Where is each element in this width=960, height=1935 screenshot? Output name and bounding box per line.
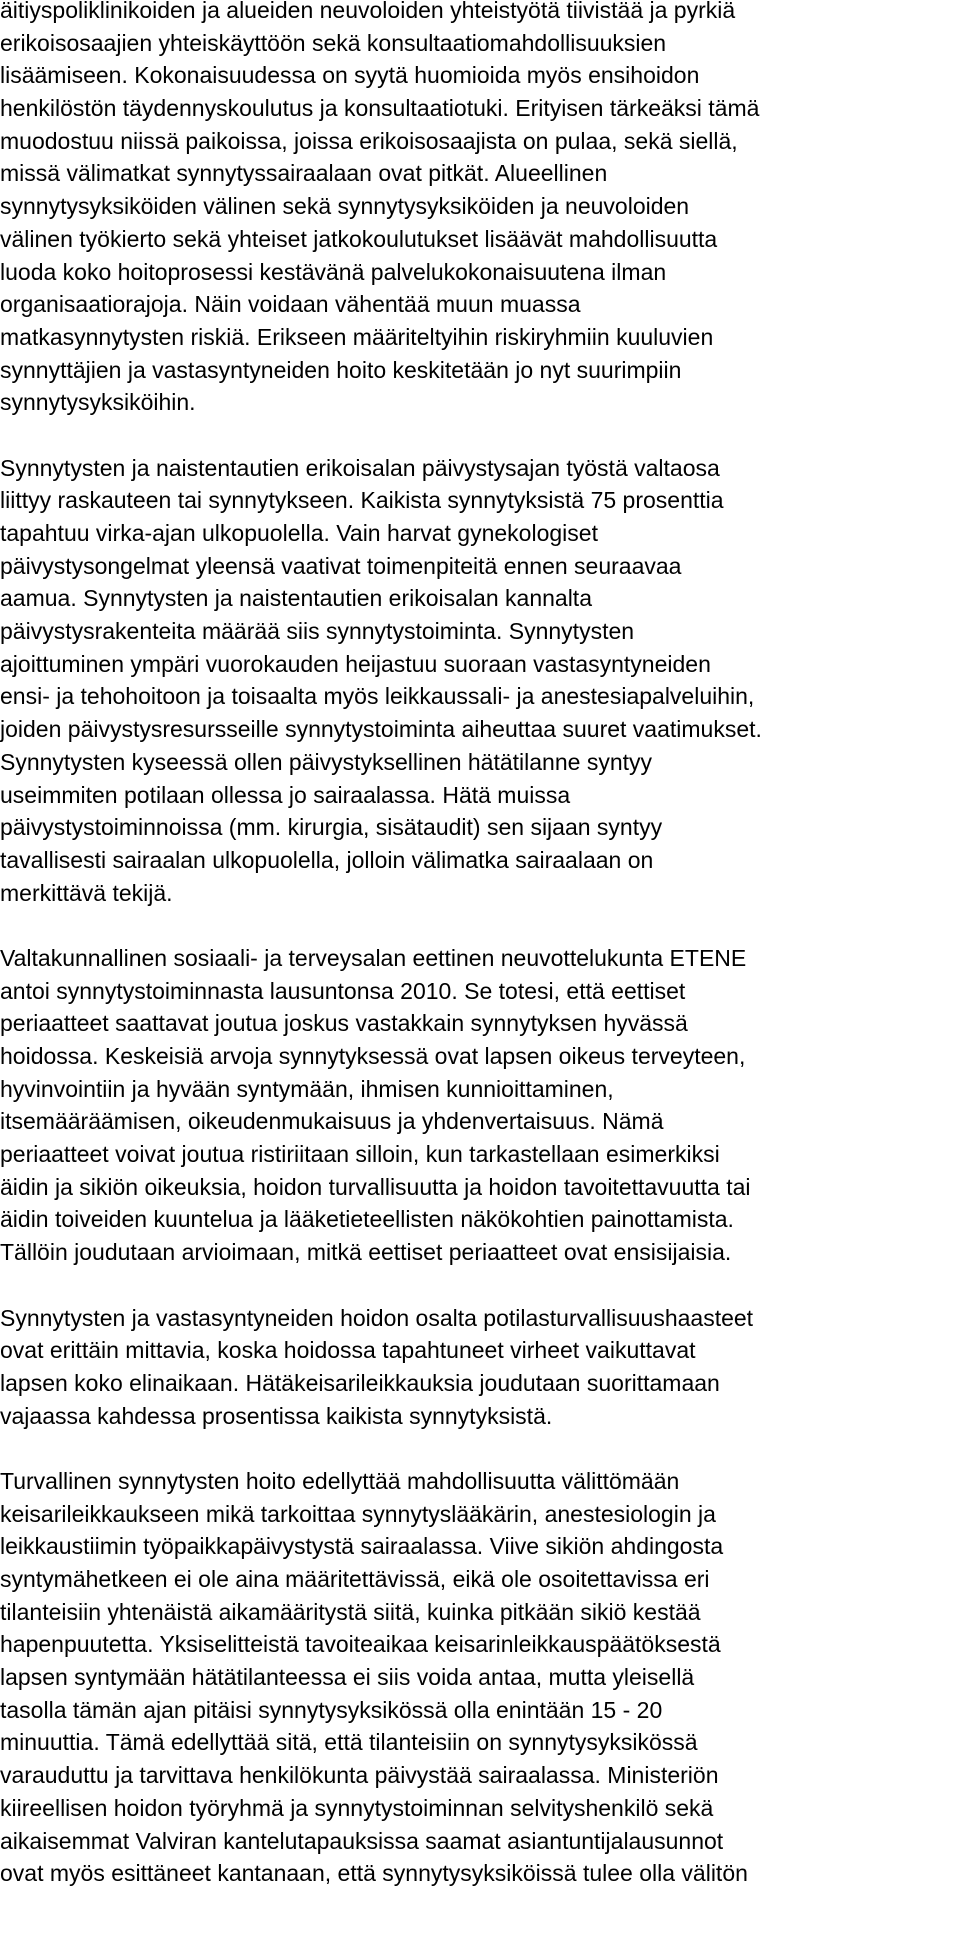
- text-line: tavallisesti sairaalan ulkopuolella, jolloin välimatka sairaalaan on: [0, 846, 654, 873]
- text-line: lapsen syntymään hätätilanteessa ei siis voida antaa, mutta yleisellä: [0, 1664, 695, 1691]
- text-line: keisarileikkaukseen mikä tarkoittaa synnytyslääkärin, anestesiologin ja: [0, 1500, 716, 1527]
- paragraph-spacer: [0, 419, 960, 452]
- text-line: äitiyspoliklinikoiden ja alueiden neuvoloiden yhteistyötä tiivistää ja pyrkiä: [0, 0, 736, 23]
- paragraph-5: [0, 1465, 960, 1890]
- text-line: ovat erittäin mittavia, koska hoidossa tapahtuneet virheet vaikuttavat: [0, 1337, 696, 1364]
- text-line: tasolla tämän ajan pitäisi synnytysyksikössä olla enintään 15 - 20: [0, 1696, 663, 1723]
- text-line: ovat myös esittäneet kantanaan, että synnytysyksiköissä tulee olla välitön: [0, 1860, 748, 1887]
- text-line: Synnytysten kyseessä ollen päivystyksellinen hätätilanne syntyy: [0, 748, 653, 775]
- text-line: leikkaustiimin työpaikkapäivystystä sairaalassa. Viive sikiön ahdingosta: [0, 1533, 724, 1560]
- text-line: hapenpuutetta. Yksiselitteistä tavoiteaikaa keisarinleikkauspäätöksestä: [0, 1631, 721, 1658]
- text-line: muodostuu niissä paikoissa, joissa erikoisosaajista on pulaa, sekä siellä,: [0, 127, 738, 154]
- text-line: lapsen koko elinaikaan. Hätäkeisarileikkauksia joudutaan suorittamaan: [0, 1369, 720, 1396]
- text-line: lisäämiseen. Kokonaisuudessa on syytä huomioida myös ensihoidon: [0, 62, 700, 89]
- text-line: äidin toiveiden kuuntelua ja lääketieteellisten näkökohtien painottamista.: [0, 1206, 734, 1233]
- text-line: Tällöin joudutaan arvioimaan, mitkä eettiset periaatteet ovat ensisijaisia.: [0, 1239, 732, 1266]
- text-line: syntymähetkeen ei ole aina määritettävissä, eikä ole osoitettavissa eri: [0, 1566, 710, 1592]
- text-line: päivystystoiminnoissa (mm. kirurgia, sisätaudit) sen sijaan syntyy: [0, 814, 663, 841]
- paragraph-3: [0, 942, 960, 1269]
- paragraph-2: [0, 452, 960, 910]
- text-line: välinen työkierto sekä yhteiset jatkokoulutukset lisäävät mahdollisuutta: [0, 225, 718, 252]
- text-line: Synnytysten ja naistentautien erikoisalan päivystysajan työstä valtaosa: [0, 454, 720, 481]
- text-line: joiden päivystysresursseille synnytystoiminta aiheuttaa suuret vaatimukset.: [0, 716, 762, 743]
- paragraph-spacer: [0, 909, 960, 942]
- text-line: ajoittuminen ympäri vuorokauden heijastuu suoraan vastasyntyneiden: [0, 650, 711, 677]
- text-line: varauduttu ja tarvittava henkilökunta päivystää sairaalassa. Ministeriön: [0, 1762, 719, 1789]
- text-line: antoi synnytystoiminnasta lausuntonsa 2010. Se totesi, että eettiset: [0, 977, 686, 1004]
- text-line: kiireellisen hoidon työryhmä ja synnytystoiminnan selvityshenkilö sekä: [0, 1794, 714, 1821]
- text-line: minuuttia. Tämä edellyttää sitä, että tilanteisiin on synnytysyksikössä: [0, 1729, 698, 1756]
- text-line: itsemääräämisen, oikeudenmukaisuus ja yhdenvertaisuus. Nämä: [0, 1108, 664, 1135]
- text-line: Synnytysten ja vastasyntyneiden hoidon osalta potilasturvallisuushaasteet: [0, 1304, 754, 1331]
- text-line: päivystysrakenteita määrää siis synnytystoiminta. Synnytysten: [0, 618, 635, 645]
- text-line: ensi- ja tehohoitoon ja toisaalta myös leikkaussali- ja anestesiapalveluihin,: [0, 683, 755, 710]
- text-line: aikaisemmat Valviran kantelutapauksissa saamat asiantuntijalausunnot: [0, 1827, 724, 1854]
- paragraph-spacer: [0, 1269, 960, 1302]
- text-line: erikoisosaajien yhteiskäyttöön sekä konsultaatiomahdollisuuksien: [0, 29, 667, 56]
- text-line: liittyy raskauteen tai synnytykseen. Kaikista synnytyksistä 75 prosenttia: [0, 487, 724, 514]
- text-line: periaatteet saattavat joutua joskus vastakkain synnytyksen hyvässä: [0, 1010, 688, 1037]
- text-line: luoda koko hoitoprosessi kestävänä palvelukokonaisuutena ilman: [0, 258, 667, 285]
- text-line: periaatteet voivat joutua ristiriitaan silloin, kun tarkastellaan esimerkiksi: [0, 1141, 720, 1168]
- text-line: Valtakunnallinen sosiaali- ja terveysalan eettinen neuvottelukunta ETENE: [0, 944, 747, 971]
- text-line: synnyttäjien ja vastasyntyneiden hoito keskitetään jo nyt suurimpiin: [0, 356, 682, 383]
- text-line: Turvallinen synnytysten hoito edellyttää mahdollisuutta välittömään: [0, 1467, 680, 1494]
- text-line: hyvinvointiin ja hyvään syntymään, ihmisen kunnioittaminen,: [0, 1075, 614, 1102]
- text-line: organisaatiorajoja. Näin voidaan vähentää muun muassa: [0, 291, 581, 318]
- paragraph-4: [0, 1302, 960, 1433]
- text-line: merkittävä tekijä.: [0, 879, 173, 906]
- text-line: missä välimatkat synnytyssairaalaan ovat pitkät. Alueellinen: [0, 160, 608, 187]
- text-line: synnytysyksiköihin.: [0, 389, 196, 416]
- text-line: matkasynnytysten riskiä. Erikseen määriteltyihin riskiryhmiin kuuluvien: [0, 323, 714, 350]
- text-line: henkilöstön täydennyskoulutus ja konsultaatiotuki. Erityisen tärkeäksi tämä: [0, 95, 760, 122]
- text-line: äidin ja sikiön oikeuksia, hoidon turvallisuutta ja hoidon tavoitettavuutta tai: [0, 1173, 751, 1200]
- paragraph-spacer: [0, 1432, 960, 1465]
- paragraph-1: [0, 0, 960, 419]
- text-line: useimmiten potilaan ollessa jo sairaalassa. Hätä muissa: [0, 781, 571, 808]
- text-line: päivystysongelmat yleensä vaativat toimenpiteitä ennen seuraavaa: [0, 552, 682, 579]
- text-line: tilanteisiin yhtenäistä aikamääritystä siitä, kuinka pitkään sikiö kestää: [0, 1598, 701, 1625]
- text-line: aamua. Synnytysten ja naistentautien erikoisalan kannalta: [0, 585, 592, 612]
- text-line: synnytysyksiköiden välinen sekä synnytysyksiköiden ja neuvoloiden: [0, 193, 690, 220]
- text-line: vajaassa kahdessa prosentissa kaikista synnytyksistä.: [0, 1402, 553, 1429]
- text-line: hoidossa. Keskeisiä arvoja synnytyksessä ovat lapsen oikeus terveyteen,: [0, 1043, 746, 1069]
- text-line: tapahtuu virka-ajan ulkopuolella. Vain harvat gynekologiset: [0, 520, 598, 546]
